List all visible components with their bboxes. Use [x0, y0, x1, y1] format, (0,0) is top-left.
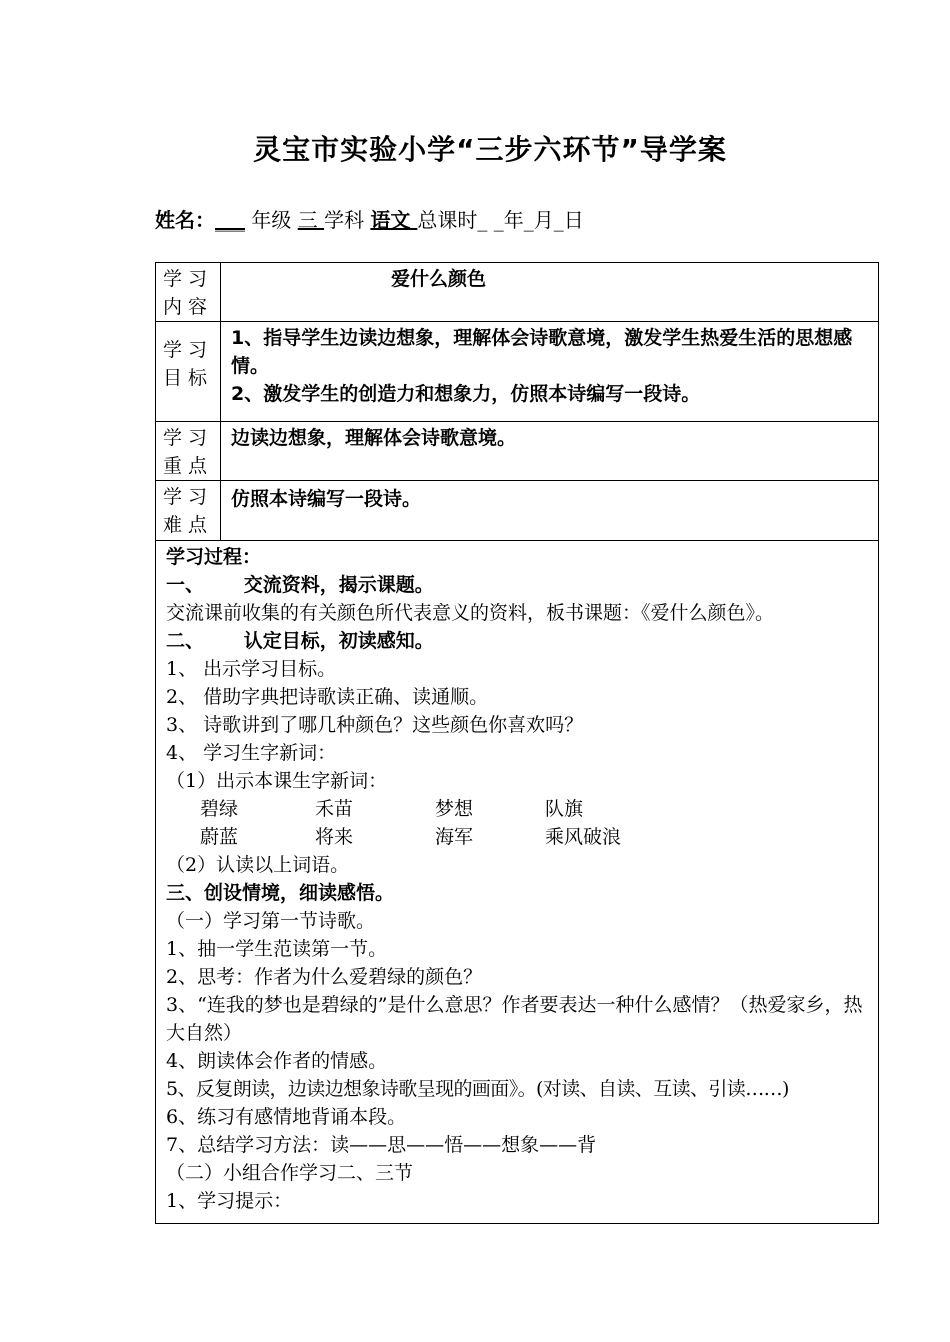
- vocab-word: 蔚蓝: [200, 826, 239, 848]
- section-3-item: 3、“连我的梦也是碧绿的”是什么意思？作者要表达一种什么感情？（热爱家乡，热大自然）: [166, 994, 863, 1044]
- section-2-item: 4、 学习生字新词：: [166, 742, 337, 764]
- student-info-line: [155, 204, 584, 233]
- label-study-content: 学习内容: [156, 263, 221, 322]
- total-lessons-date: 总课时_ _年_月_日: [417, 208, 584, 232]
- vocab-word: 队旗: [545, 798, 584, 820]
- goal-2: 2、激发学生的创造力和想象力，仿照本诗编写一段诗。: [231, 383, 701, 405]
- section-3-part-1: （一）学习第一节诗歌。: [166, 910, 376, 932]
- vocab-word: 将来: [315, 826, 354, 848]
- section-3-part-2-item: 1、学习提示：: [166, 1190, 293, 1212]
- key-points-cell: 边读边想象，理解体会诗歌意境。: [221, 422, 879, 481]
- label-difficulty: 学习难点: [156, 481, 221, 541]
- study-goals-cell: [221, 322, 879, 422]
- vocab-word: 梦想: [435, 798, 474, 820]
- label-key-points: 学习重点: [156, 422, 221, 481]
- section-3-title: 三、创设情境，细读感悟。: [166, 882, 395, 904]
- study-content-cell: [221, 263, 879, 322]
- section-3-part-2: （二）小组合作学习二、三节: [166, 1162, 414, 1184]
- row-content: [156, 263, 879, 322]
- vocab-word: 海军: [435, 826, 474, 848]
- grade-label: 年级: [245, 208, 298, 232]
- vocab-word: 乘风破浪: [545, 826, 622, 848]
- section-3-item: 6、练习有感情地背诵本段。: [166, 1106, 407, 1128]
- row-key-points: [156, 422, 879, 481]
- vocab-word: 碧绿: [200, 798, 239, 820]
- section-3-item: 2、思考：作者为什么爱碧绿的颜色？: [166, 966, 483, 988]
- difficulty-cell: 仿照本诗编写一段诗。: [221, 481, 879, 541]
- process-heading: 学习过程：: [166, 546, 262, 568]
- study-guide-table: [155, 262, 879, 1224]
- label-study-goals: 学习目标: [156, 322, 221, 422]
- section-3-item: 4、朗读体会作者的情感。: [166, 1050, 388, 1072]
- section-2-item: 1、 出示学习目标。: [166, 658, 337, 680]
- name-blank[interactable]: ___: [215, 208, 245, 232]
- section-3-item: 5、反复朗读，边读边想象诗歌呈现的画面》。(对读、自读、互读、引读……): [166, 1078, 789, 1100]
- section-2-item: 2、 借助字典把诗歌读正确、读通顺。: [166, 686, 489, 708]
- row-goals: [156, 322, 879, 422]
- vocab-word: 禾苗: [315, 798, 354, 820]
- subject-label: 学科: [324, 208, 371, 232]
- row-difficulty: [156, 481, 879, 541]
- page-title: 灵宝市实验小学“三步六环节”导学案: [253, 133, 727, 166]
- goal-1: 1、指导学生边读边想象，理解体会诗歌意境，激发学生热爱生活的思想感情。: [231, 327, 853, 377]
- section-1-title: 一、 交流资料，揭示课题。: [166, 574, 434, 596]
- words-row-1: [166, 795, 874, 823]
- subject-value: 语文: [370, 208, 418, 232]
- section-2-item: 3、 诗歌讲到了哪几种颜色？这些颜色你喜欢吗？: [166, 714, 584, 736]
- grade-value: 三: [297, 208, 325, 232]
- words-row-2: [166, 823, 874, 851]
- name-label: 姓名：: [155, 208, 215, 232]
- study-process-cell: [156, 541, 879, 1224]
- section-3-item: 7、总结学习方法：读——思——悟——想象——背: [166, 1134, 597, 1156]
- words-read: （2）认读以上词语。: [166, 854, 350, 876]
- section-2-title: 二、 认定目标，初读感知。: [166, 630, 434, 652]
- words-intro: （1）出示本课生字新词：: [166, 770, 388, 792]
- section-3-item: 1、抽一学生范读第一节。: [166, 938, 388, 960]
- lesson-title: 爱什么颜色: [391, 268, 487, 290]
- row-process: [156, 541, 879, 1224]
- section-1-text: 交流课前收集的有关颜色所代表意义的资料，板书课题：《爱什么颜色》。: [166, 602, 775, 624]
